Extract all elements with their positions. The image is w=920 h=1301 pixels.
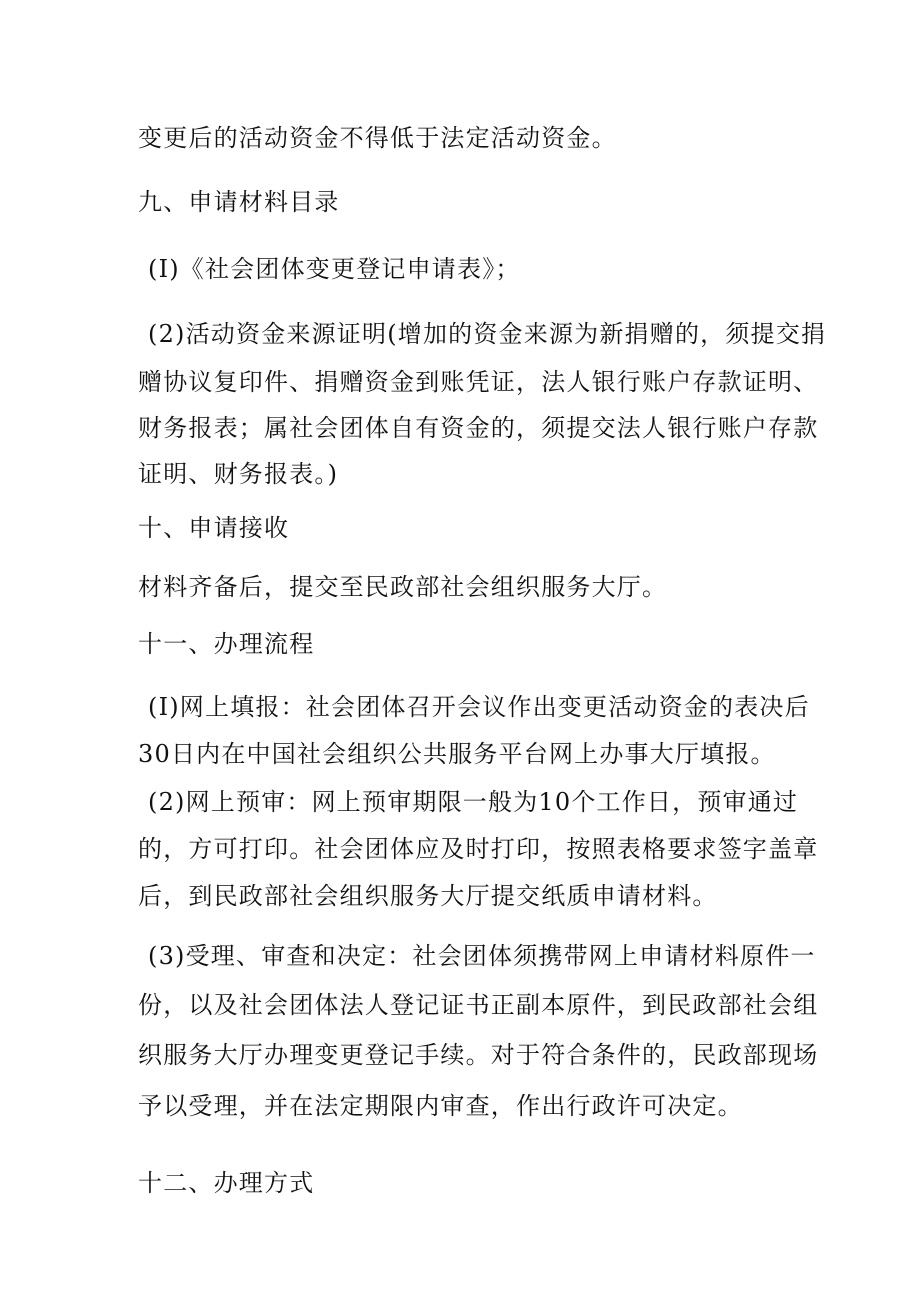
- section-heading: 九、申请材料目录: [138, 188, 340, 216]
- text-line: 证明、财务报表。): [138, 460, 339, 488]
- text-line: 变更后的活动资金不得低于法定活动资金。: [138, 124, 617, 152]
- section-heading: 十一、办理流程: [138, 630, 315, 658]
- text-line: 赠协议复印件、捐赠资金到账凭证，法人银行账户存款证明、: [138, 368, 819, 396]
- list-item: (3)受理、审查和决定：社会团体须携带网上申请材料原件一: [148, 942, 816, 970]
- text-line: 材料齐备后，提交至民政部社会组织服务大厅。: [138, 573, 668, 601]
- text-line: 的，方可打印。社会团体应及时打印，按照表格要求签字盖章: [138, 835, 819, 863]
- list-item: (I)《社会团体变更登记申请表》；: [148, 255, 521, 283]
- text-line: 份，以及社会团体法人登记证书正副本原件，到民政部社会组: [138, 991, 819, 1019]
- text-line: 后，到民政部社会组织服务大厅提交纸质申请材料。: [138, 882, 718, 910]
- list-item: (I)网上填报：社会团体召开会议作出变更活动资金的表决后: [148, 693, 810, 721]
- list-item: (2)网上预审：网上预审期限一般为10个工作日，预审通过: [148, 788, 799, 816]
- text-line: 予以受理，并在法定期限内审查，作出行政许可决定。: [138, 1092, 743, 1120]
- section-heading: 十二、办理方式: [138, 1169, 315, 1197]
- text-line: 织服务大厅办理变更登记手续。对于符合条件的，民政部现场: [138, 1041, 819, 1069]
- section-heading: 十、申请接收: [138, 514, 290, 542]
- list-item: (2)活动资金来源证明(增加的资金来源为新捐赠的，须提交捐: [148, 320, 827, 348]
- text-line: 30日内在中国社会组织公共服务平台网上办事大厅填报。: [138, 740, 776, 768]
- text-line: 财务报表；属社会团体自有资金的，须提交法人银行账户存款: [138, 414, 819, 442]
